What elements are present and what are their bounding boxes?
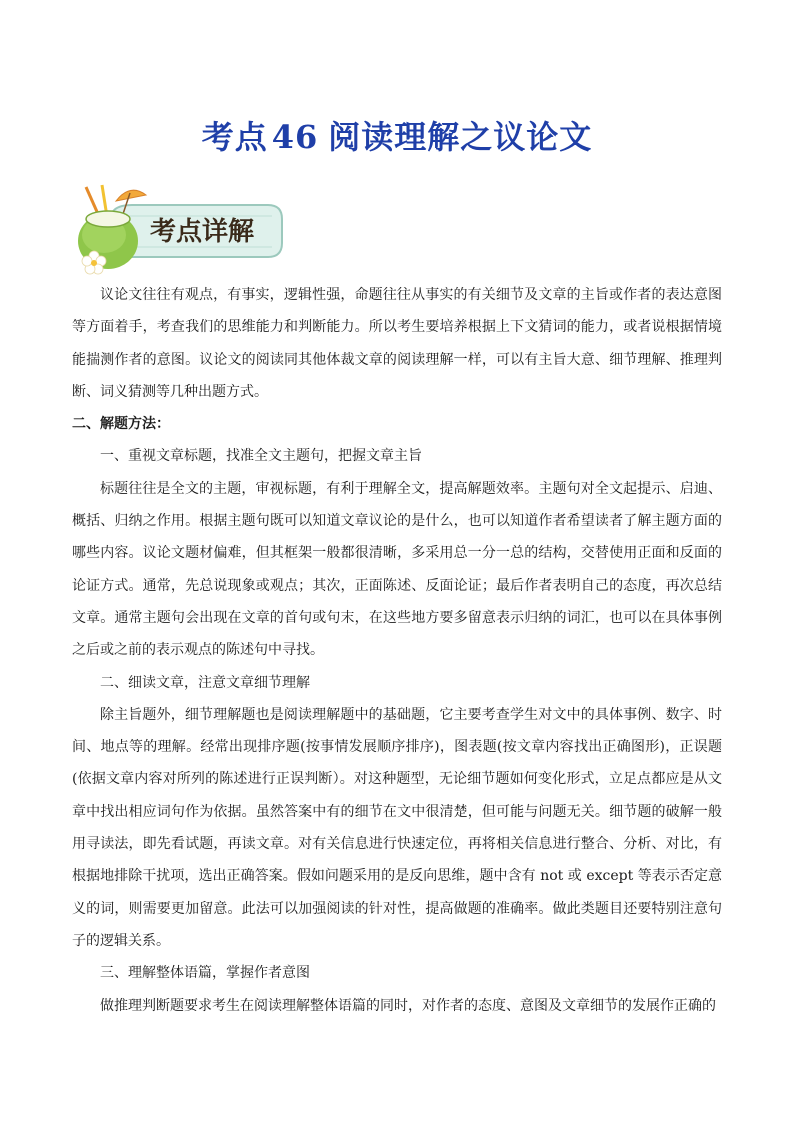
title-prefix: 考点 <box>201 118 268 156</box>
title-text: 阅读理解之议论文 <box>328 118 593 156</box>
method-3-heading: 三、理解整体语篇，掌握作者意图 <box>100 965 310 982</box>
method-1-heading: 一、重视文章标题，找准全文主题句，把握文章主旨 <box>100 448 422 465</box>
page-title <box>0 112 794 158</box>
method-1-body: 标题往往是全文的主题，审视标题，有利于理解全文，提高解题效率。主题句对全文起提示、启迪、概括、归纳之作用。根据主题句既可以知道文章议论的是什么，也可以知道作者希望读者了解主题方面的哪些内容。议论文题材偏难，但其框架一般都很清晰，多采用总一分一总的结构，交替使用正面和反面的论证方式。通常，先总说现象或观点；其次，正面陈述、反面论证；最后作者表明自己的态度，再次总结文章。通常主题句会出现在文章的首句或句末，在这些地方要多留意表示归纳的词汇，也可以在具体事例之后或之前的表示观点的陈述句中寻找。 <box>72 480 722 659</box>
intro-paragraph: 议论文往往有观点，有事实，逻辑性强，命题往往从事实的有关细节及文章的主旨或作者的表达意图等方面着手，考查我们的思维能力和判断能力。所以考生要培养根据上下文猜词的能力，或者说根据情境能揣测作者的意图。议论文的阅读同其他体裁文章的阅读理解一样，可以有主旨大意、细节理解、推理判断、词义猜测等几种出题方式。 <box>72 287 722 400</box>
method-3-body: 做推理判断题要求考生在阅读理解整体语篇的同时，对作者的态度、意图及文章细节的发展作正确的 <box>100 997 716 1014</box>
title-number: 46 <box>271 118 319 156</box>
coconut-drink-icon <box>72 183 286 275</box>
banner-label: 考点详解 <box>149 217 255 247</box>
article-body <box>72 279 722 1022</box>
method-2-body: 除主旨题外，细节理解题也是阅读理解题中的基础题，它主要考查学生对文中的具体事例、数字、时间、地点等的理解。经常出现排序题(按事情发展顺序排序)，图表题(按文章内容找出正确图形)，正误题(依据文章内容对所列的陈述进行正误判断）。对这种题型，无论细节题如何变化形式，立足点都应是从文章中找出相应词句作为依据。虽然答案中有的细节在文中很清楚，但可能与问题无关。细节题的破解一般用寻读法，即先看试题，再读文章。对有关信息进行快速定位，再将相关信息进行整合、分析、对比，有根据地排除干扰项，选出正确答案。假如问题采用的是反向思维，题中含有 not 或 except 等表示否定意义的词，则需要更加留意。此法可以加强阅读的针对性，提高做题的准确率。做此类题目还要特别注意句子的逻辑关系。 <box>72 706 722 949</box>
section-banner <box>72 183 286 275</box>
section-heading: 二、解题方法： <box>72 416 170 433</box>
method-2-heading: 二、细读文章，注意文章细节理解 <box>100 674 310 691</box>
